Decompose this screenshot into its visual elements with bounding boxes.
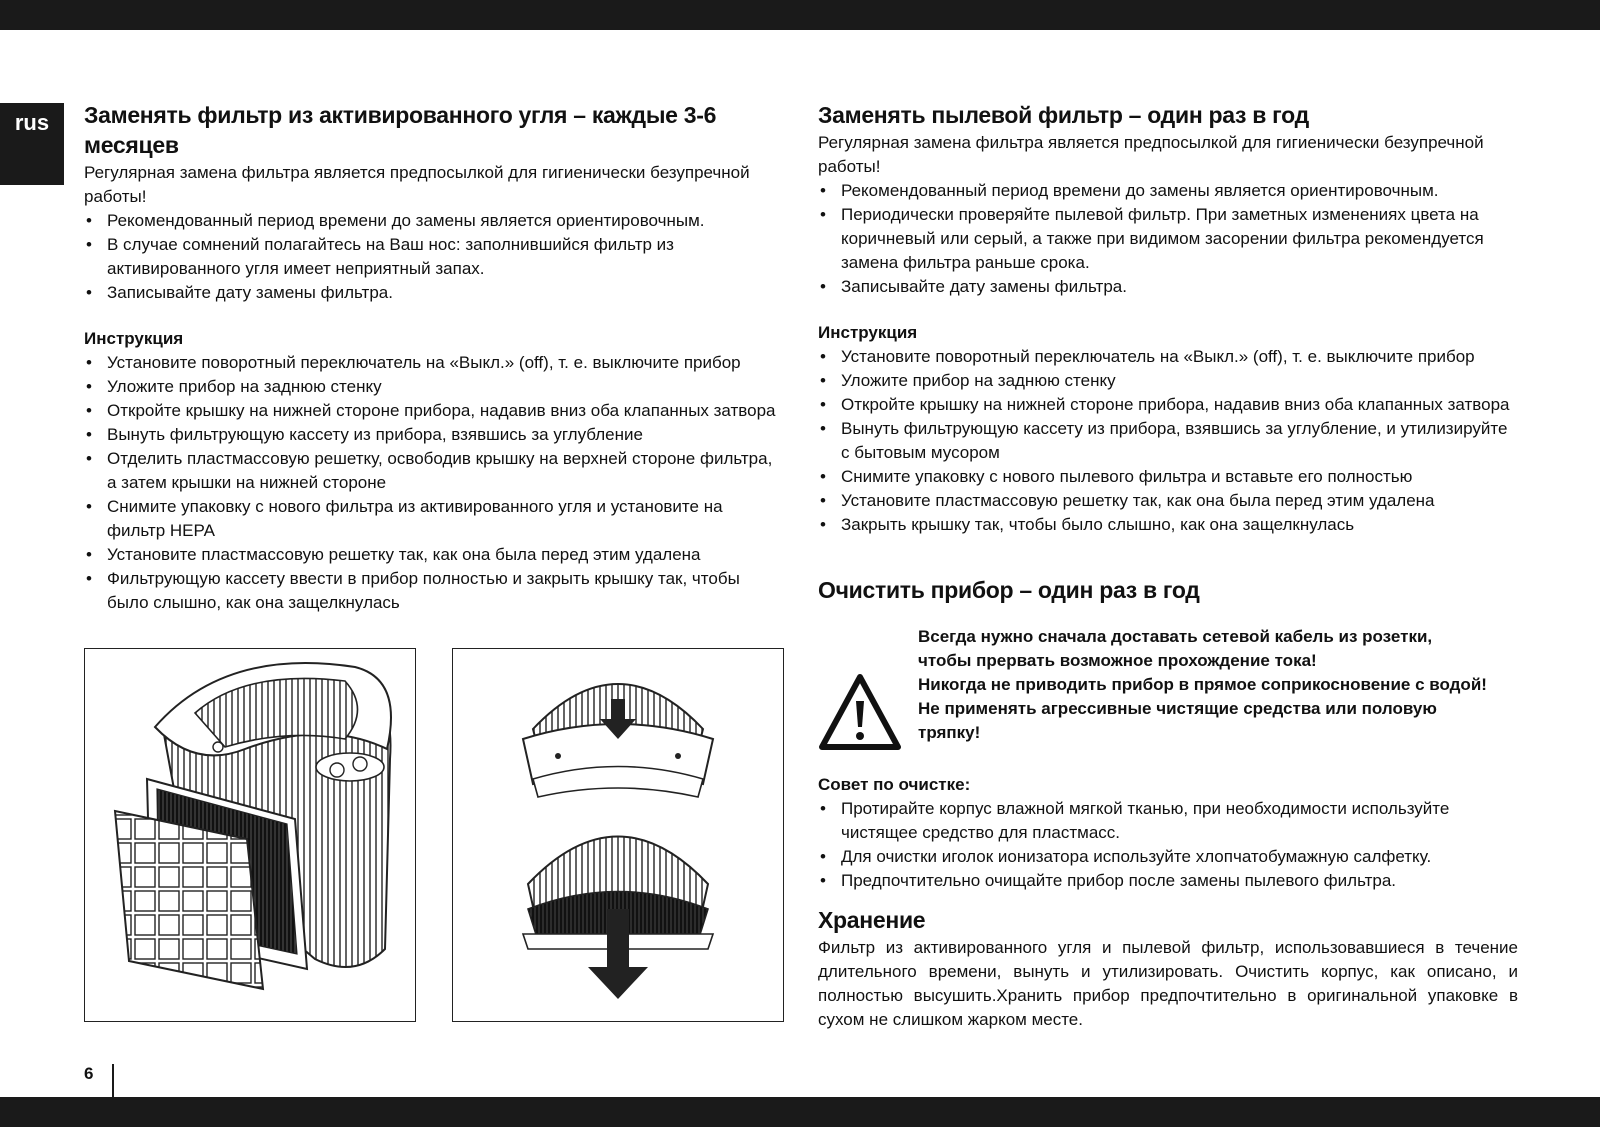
warning-line: тряпку! <box>918 723 981 742</box>
list-item: • Записывайте дату замены фильтра. <box>818 275 1518 299</box>
right-instruction-heading: Инструкция <box>818 323 918 342</box>
list-item: • Вынуть фильтрующую кассету из прибора, взявшись за углубление <box>84 423 784 447</box>
list-item: • Снимите упаковку с нового фильтра из активированного угля и установите на фильтр HEPA <box>84 495 784 543</box>
list-item: • Периодически проверяйте пылевой фильтр. При заметных изменениях цвета на коричневый или серый, а также при видимом засорении фильтра рекомендуется замена фильтра раньше срока. <box>818 203 1518 275</box>
list-item: • Установите пластмассовую решетку так, как она была перед этим удалена <box>818 489 1518 513</box>
purifier-drawing <box>85 649 415 1021</box>
right-intro: Регулярная замена фильтра является предпосылкой для гигиенически безупречной работы! <box>818 133 1484 176</box>
warning-line: Никогда не приводить прибор в прямое соприкосновение с водой! <box>918 675 1487 694</box>
warning-line: Всегда нужно сначала доставать сетевой кабель из розетки, <box>918 627 1433 646</box>
right-bullet-list <box>818 179 1518 299</box>
list-item: • Отделить пластмассовую решетку, освободив крышку на верхней стороне фильтра, а затем крышки на нижней стороне <box>84 447 784 495</box>
storage-section-title: Хранение <box>818 907 926 933</box>
list-item: • Откройте крышку на нижней стороне прибора, надавив вниз оба клапанных затвора <box>818 393 1518 417</box>
warning-text <box>918 625 1487 745</box>
cleaning-tip-heading: Совет по очистке: <box>818 775 971 794</box>
warning-block <box>818 625 1518 773</box>
storage-text: Фильтр из активированного угля и пылевой фильтр, использовавшиеся в течение длительного времени, вынуть и утилизировать. Очистить корпус, как описано, и полностью высушить.Хранить прибор предпочтительно в оригинальной упаковке в сухом не слишком жарком месте. <box>818 938 1518 1029</box>
list-item: • Уложите прибор на заднюю стенку <box>84 375 784 399</box>
illustration-purifier-filter <box>84 648 416 1022</box>
bottom-bar <box>0 1097 1600 1127</box>
left-instruction-heading: Инструкция <box>84 329 184 348</box>
cleaning-tip-list <box>818 797 1518 893</box>
right-instruction-list <box>818 345 1518 537</box>
list-item: • Вынуть фильтрующую кассету из прибора, взявшись за углубление, и утилизируйте с бытовым мусором <box>818 417 1518 465</box>
page-number: 6 <box>84 1064 94 1083</box>
list-item: • Снимите упаковку с нового пылевого фильтра и вставьте его полностью <box>818 465 1518 489</box>
left-intro: Регулярная замена фильтра является предпосылкой для гигиенически безупречной работы! <box>84 163 750 206</box>
list-item: • Рекомендованный период времени до замены является ориентировочным. <box>818 179 1518 203</box>
list-item: • Рекомендованный период времени до замены является ориентировочным. <box>84 209 784 233</box>
list-item: • Предпочтительно очищайте прибор после замены пылевого фильтра. <box>818 869 1518 893</box>
top-bar <box>0 0 1600 30</box>
list-item: • Для очистки иголок ионизатора используйте хлопчатобумажную салфетку. <box>818 845 1518 869</box>
list-item: • Установите пластмассовую решетку так, как она была перед этим удалена <box>84 543 784 567</box>
cassette-drawing <box>453 649 783 1021</box>
list-item: • Записывайте дату замены фильтра. <box>84 281 784 305</box>
warning-line: Не применять агрессивные чистящие средства или половую <box>918 699 1437 718</box>
right-section-title: Заменять пылевой фильтр – один раз в год <box>818 102 1309 128</box>
warning-line: чтобы прервать возможное прохождение тока! <box>918 651 1317 670</box>
left-bullet-list <box>84 209 784 305</box>
list-item: • Установите поворотный переключатель на «Выкл.» (off), т. е. выключите прибор <box>818 345 1518 369</box>
illustration-filter-cassette <box>452 648 784 1022</box>
language-tab: rus <box>0 103 64 185</box>
left-column <box>84 100 784 615</box>
left-instruction-list <box>84 351 784 615</box>
left-section-title: Заменять фильтр из активированного угля – каждые 3-6 месяцев <box>84 102 717 158</box>
list-item: • Протирайте корпус влажной мягкой тканью, при необходимости используйте чистящее средство для пластмасс. <box>818 797 1518 845</box>
list-item: • В случае сомнений полагайтесь на Ваш нос: заполнившийся фильтр из активированного угля имеет неприятный запах. <box>84 233 784 281</box>
list-item: • Фильтрующую кассету ввести в прибор полностью и закрыть крышку так, чтобы было слышно, как она защелкнулась <box>84 567 784 615</box>
cleaning-section-title: Очистить прибор – один раз в год <box>818 577 1200 603</box>
list-item: • Установите поворотный переключатель на «Выкл.» (off), т. е. выключите прибор <box>84 351 784 375</box>
warning-triangle-icon <box>818 673 902 751</box>
list-item: • Откройте крышку на нижней стороне прибора, надавив вниз оба клапанных затвора <box>84 399 784 423</box>
page-number-divider <box>112 1064 114 1098</box>
list-item: • Закрыть крышку так, чтобы было слышно, как она защелкнулась <box>818 513 1518 537</box>
right-column <box>818 100 1518 1032</box>
list-item: • Уложите прибор на заднюю стенку <box>818 369 1518 393</box>
